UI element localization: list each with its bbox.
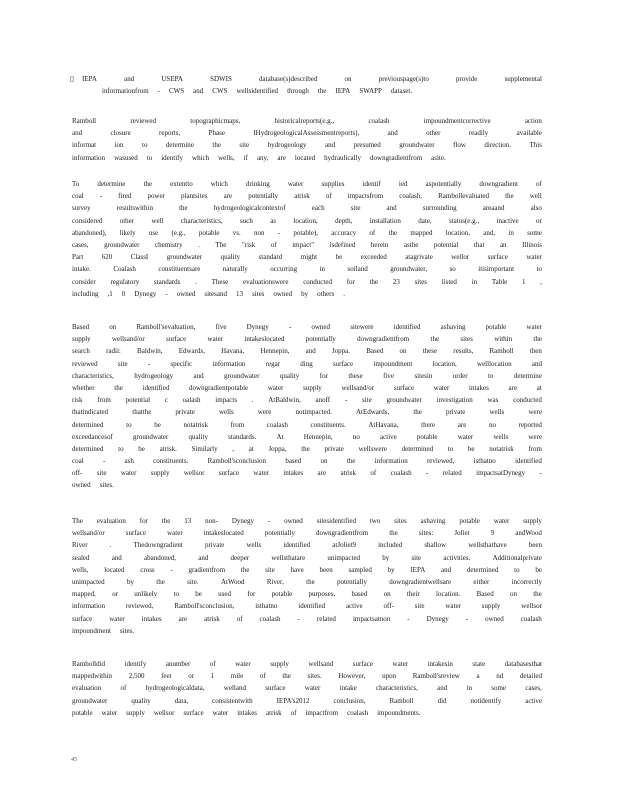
text-line: survey resultswithin the hydrogeologicalcontextof each site and surrounding areaand also bbox=[72, 204, 542, 213]
text-line: cases, groundwater chemistry . The "risk of impact" isdefined herein asthe potential that an Illinois bbox=[72, 240, 542, 249]
page-number: 45 bbox=[71, 757, 77, 763]
text-line: abandoned), likely use (e.g., potable vs. non - potable), accuracy of the mapped location, and, in some bbox=[72, 228, 542, 237]
text-line: River . Thedowngradient private wells identified atJoliet9 included shallow wellsthathave been bbox=[72, 541, 542, 550]
bullet-marker: ▯ bbox=[70, 75, 74, 83]
bullet-item bbox=[70, 73, 542, 97]
text-line: sealed and abandoned, and deeper wellsthatare unimpacted by site activities. Additionalprivate bbox=[72, 553, 542, 562]
text-line: risk from potential c oalash impacts . AtBaldwin, anoff - site groundwater investigation was conducted bbox=[72, 396, 542, 405]
text-line: consider regulatory standards . These evaluationswere conducted for the 23 sites listed in Table 1 , bbox=[72, 277, 542, 286]
text-line: Rambolldid identify anumber of water supply wellsand surface water intakesin state databasesthat bbox=[72, 660, 542, 668]
text-line: groundwater quality data, consistentwith IEPA's2012 conclusion, Ramboll did notidentify active bbox=[72, 696, 542, 705]
text-line: exceedancesof groundwater quality standards. At Hennepin, no active potable water wells were bbox=[72, 432, 542, 441]
text-line: IEPA and USEPA SDWIS database(s)described on previouspage(s)to provide supplemental bbox=[82, 75, 542, 83]
paragraph-4 bbox=[72, 515, 542, 637]
text-line: owned sites. bbox=[72, 481, 114, 490]
text-line: considered other well characteristics, such as location, depth, installation date, status(e.g., inactive or bbox=[72, 216, 542, 225]
paragraph-2 bbox=[72, 178, 542, 300]
text-line: wells, located cross - gradientfrom the site have been sampled by IEPA and determined to be bbox=[72, 565, 542, 574]
text-line: determined to be atrisk. Similarly , at Joppa, the private wellswere determined to be notatrisk from bbox=[72, 444, 542, 453]
text-line: and closure reports, Phase IHydrogeologicalAssessmentreports), and other readily available bbox=[72, 129, 542, 138]
text-line: coal - fired power plantsites are potentially atrisk of impactsfrom coalash, Rambollevaluated the well bbox=[72, 192, 542, 201]
text-line: information wasused to identify which wells, if any, are located hydraulically downgradientfrom asite. bbox=[72, 153, 446, 162]
text-line: intake. Coalash constituentsare naturally occurring in soiland groundwater, so itisimportant to bbox=[72, 265, 542, 274]
text-line: mappedwithin 2,500 feet or 1 mile of the sites. However, upon Ramboll'sreview a nd detailed bbox=[72, 672, 542, 681]
text-line: informat ion to determine the site hydrogeology and presumed groundwater flow direction. This bbox=[72, 141, 542, 150]
text-line: off- site water supply wellsor surface water intakes are atrisk of coalash - related impactsatDynegy - bbox=[72, 469, 542, 478]
text-line: Based on Ramboll'sevaluation, five Dynegy - owned sitewere identified ashaving potable water bbox=[72, 323, 542, 331]
text-line: wellsand/or surface water intakeslocated potentially downgradientfrom the sites: Joliet 9 andWood bbox=[72, 529, 542, 538]
text-line: thatindicated thatthe private wells were notimpacted. AtEdwards, the private wells were bbox=[72, 408, 542, 417]
text-line: supply wellsand/or surface water intakeslocated potentially downgradientfrom the sites within the bbox=[72, 335, 542, 344]
text-line: coal - ash constituents. Ramboll'sconclusion based on the information reviewed, isthatno identified bbox=[72, 457, 542, 466]
text-line: Ramboll reviewed topographicmaps, historicalreports(e.g., coalash impoundmentcorrective action bbox=[72, 117, 542, 125]
text-line: unimpacted by the site. AtWood River, the potentially downgradientwellsare either incorrectly bbox=[72, 577, 542, 586]
text-line: potable water supply wellsor surface water intakes atrisk of impactfrom coalash impoundments. bbox=[72, 708, 421, 717]
text-line: reviewed site - specific information regar ding surface impoundment location, welllocation and bbox=[72, 359, 542, 368]
paragraph-3 bbox=[72, 321, 542, 492]
text-line: search radii: Baldwin, Edwards, Havana, Hennepin, and Joppa. Based on these results, Ramboll then bbox=[72, 347, 542, 356]
text-line: evaluation of hydrogeologicaldata, welland surface water intake characteristics, and in some cases, bbox=[72, 684, 542, 693]
text-line: Part 620 ClassI groundwater quality standard might be exceeded atagrivate wellor surface water bbox=[72, 253, 542, 262]
text-line: informationfrom - CWS and CWS wellsidentified through the IEPA SWAPP dataset. bbox=[102, 87, 413, 96]
text-line: whether the identified downgradientpotable water supply wellsand/or surface water intakes are at bbox=[72, 383, 542, 392]
paragraph-5 bbox=[72, 658, 542, 719]
text-line: determined to be notatrisk from coalash constituents. AtHavana, there are no reported bbox=[72, 420, 542, 429]
text-line: impoundment sites. bbox=[72, 626, 135, 635]
text-line: mapped, or unlikely to be used for potable purposes, based on their location. Based on the bbox=[72, 590, 542, 599]
text-line: information reviewed, Ramboll'sconclusion, isthatno identified active off- site water supply wellsor bbox=[72, 602, 542, 611]
text-line: The evaluation for the 13 non- Dynegy - owned sitesidentified two sites ashaving potable water supply bbox=[72, 517, 542, 525]
text-line: including ,1 0 Dynegy - owned sitesand 13 sites owned by others . bbox=[72, 289, 345, 298]
text-line: To determine the extentto which drinking water supplies identif ied aspotentially downgradient of bbox=[72, 180, 542, 188]
text-line: surface water intakes are atrisk of coalash - related impactsatnon - Dynegy - owned coalash bbox=[72, 614, 542, 623]
paragraph-1 bbox=[72, 115, 542, 164]
text-line: characteristics, hydrogeology and groundwater quality for these five sitesin order to determine bbox=[72, 371, 542, 380]
